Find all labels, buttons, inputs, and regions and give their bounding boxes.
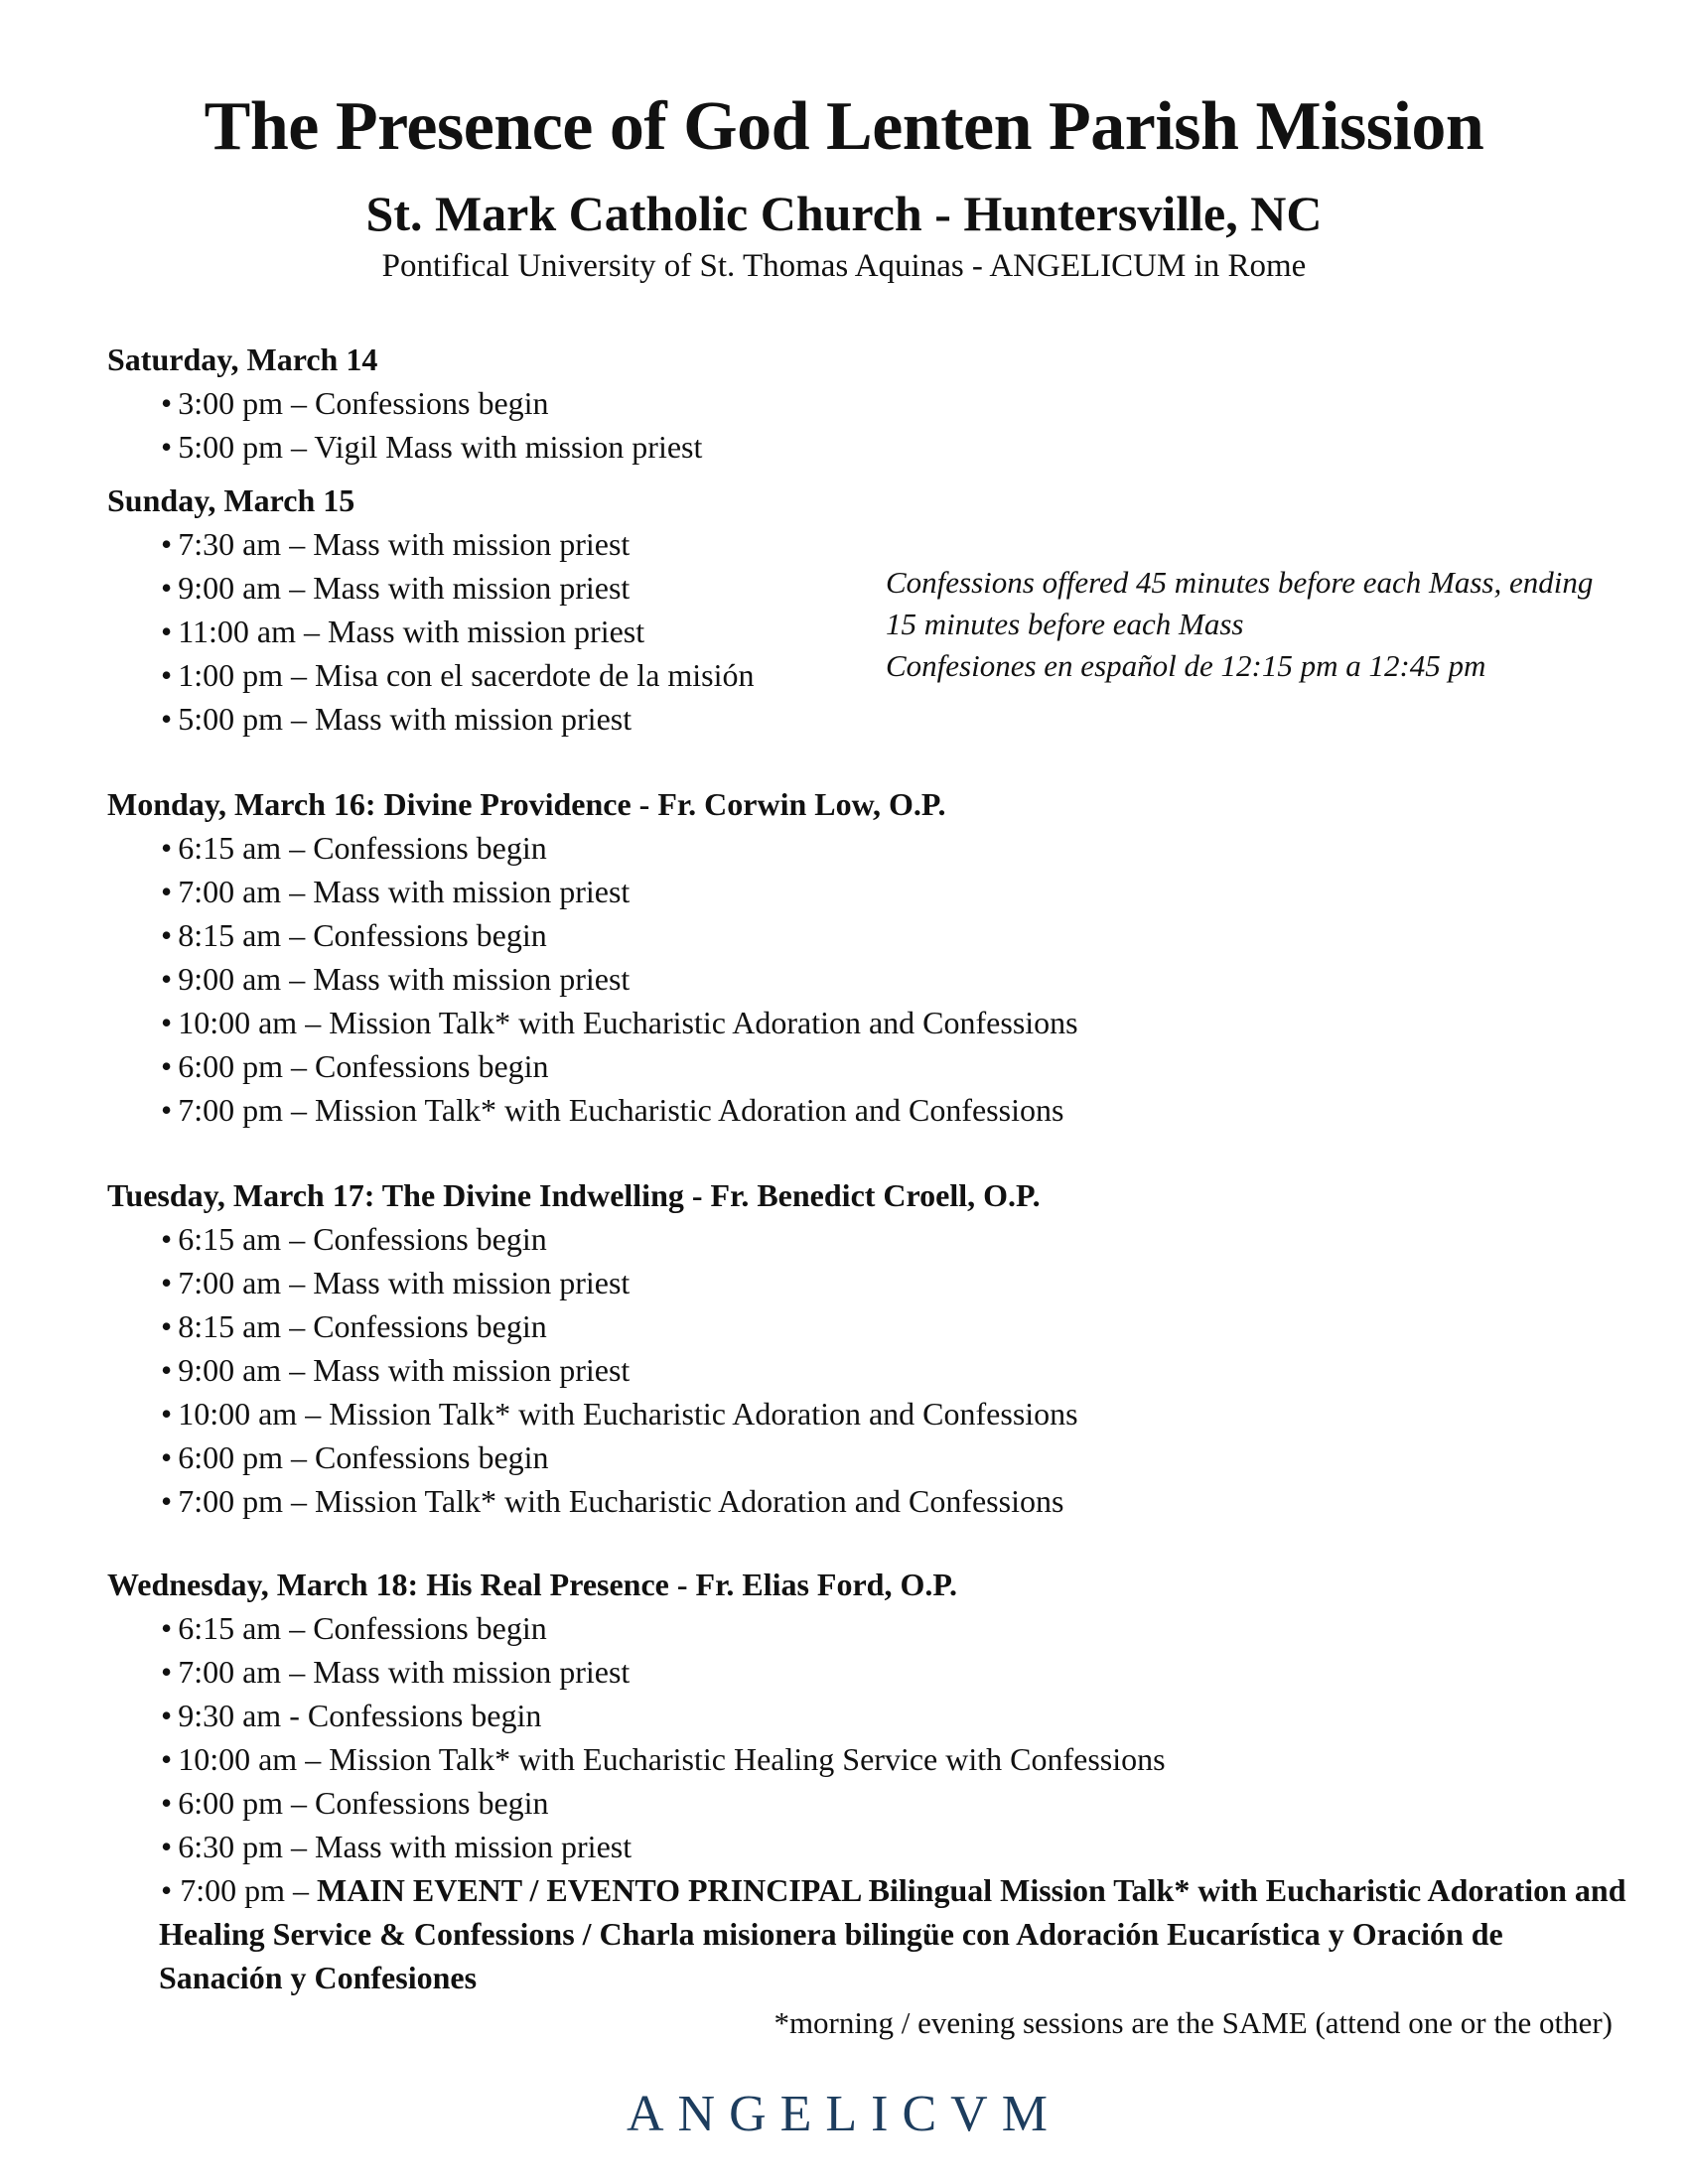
schedule-item-text: 1:00 pm – Misa con el sacerdote de la misión [178, 657, 755, 693]
schedule-item-text: 5:00 pm – Mass with mission priest [178, 701, 633, 737]
bullet-icon: • [161, 1829, 173, 1864]
bullet-icon: • [161, 1092, 173, 1128]
bullet-icon: • [161, 1048, 173, 1084]
schedule-item-text: 8:15 am – Confessions begin [178, 917, 547, 953]
bullet-icon: • [161, 385, 173, 421]
day-heading: Monday, March 16: Divine Providence - Fr. Corwin Low, O.P. [107, 786, 946, 822]
schedule-item [107, 1261, 1636, 1304]
bullet-icon: • [161, 429, 173, 465]
schedule-item [107, 381, 1636, 425]
schedule-item [107, 826, 1636, 870]
main-event-time: 7:00 pm – [180, 1872, 317, 1908]
schedule-item [107, 1435, 1636, 1479]
schedule-item-text: 7:00 pm – Mission Talk* with Eucharistic Adoration and Confessions [178, 1092, 1064, 1128]
bullet-icon: • [161, 1741, 173, 1777]
bullet-icon: • [161, 1439, 173, 1475]
main-event-item [159, 1868, 1628, 1999]
bullet-icon: • [161, 1005, 173, 1040]
bullet-icon: • [161, 1221, 173, 1257]
day-section [107, 1173, 1636, 1523]
bullet-icon: • [161, 1396, 173, 1432]
schedule-item-text: 10:00 am – Mission Talk* with Eucharistic Adoration and Confessions [178, 1396, 1078, 1432]
schedule-item-text: 9:00 am – Mass with mission priest [178, 570, 631, 606]
schedule-item-text: 8:15 am – Confessions begin [178, 1308, 547, 1344]
bullet-icon: • [161, 1872, 173, 1908]
bullet-icon: • [161, 614, 173, 649]
schedule-item-text: 6:15 am – Confessions begin [178, 1610, 547, 1646]
schedule-item [107, 1825, 1636, 1868]
day-heading: Wednesday, March 18: His Real Presence - Fr. Elias Ford, O.P. [107, 1567, 957, 1602]
affiliation: Pontifical University of St. Thomas Aquinas - ANGELICUM in Rome [381, 248, 1307, 284]
schedule-item [107, 697, 1636, 741]
day-section [107, 782, 1636, 1132]
day-heading: Saturday, March 14 [107, 341, 378, 377]
schedule-item [107, 1392, 1636, 1435]
schedule-item [107, 522, 1636, 566]
schedule-item [107, 1348, 1636, 1392]
bullet-icon: • [161, 1265, 173, 1300]
schedule-item-text: 10:00 am – Mission Talk* with Eucharistic Healing Service with Confessions [178, 1741, 1166, 1777]
bullet-icon: • [161, 570, 173, 606]
schedule-item [107, 957, 1636, 1001]
footnote: *morning / evening sessions are the SAME (attend one or the other) [774, 2005, 1613, 2040]
bullet-icon: • [161, 961, 173, 997]
schedule-item [107, 870, 1636, 913]
schedule-item-text: 6:15 am – Confessions begin [178, 830, 547, 866]
schedule-item [107, 425, 1636, 469]
bullet-icon: • [161, 526, 173, 562]
schedule-item-text: 9:00 am – Mass with mission priest [178, 1352, 631, 1388]
main-event-text: MAIN EVENT / EVENTO PRINCIPAL Bilingual Mission Talk* with Eucharistic Adoration and Healing Service & Confessions / Charla misionera bilingüe con Adoración Eucarística y Oración de Sanación y Confesiones [159, 1872, 1626, 1995]
schedule-item [107, 1694, 1636, 1737]
bullet-icon: • [161, 1483, 173, 1519]
bullet-icon: • [161, 1785, 173, 1821]
bullet-icon: • [161, 1610, 173, 1646]
schedule-item [107, 1044, 1636, 1088]
schedule-item-text: 6:30 pm – Mass with mission priest [178, 1829, 633, 1864]
day-section [107, 338, 1636, 469]
schedule-item-text: 7:00 am – Mass with mission priest [178, 874, 631, 909]
church-subtitle: St. Mark Catholic Church - Huntersville, NC [365, 186, 1323, 241]
schedule-item-text: 6:00 pm – Confessions begin [178, 1048, 549, 1084]
day-section [107, 1563, 1636, 1999]
bullet-icon: • [161, 830, 173, 866]
schedule-item-text: 7:00 am – Mass with mission priest [178, 1654, 631, 1690]
bullet-icon: • [161, 657, 173, 693]
schedule-item [107, 913, 1636, 957]
bullet-icon: • [161, 701, 173, 737]
schedule-item-text: 5:00 pm – Vigil Mass with mission priest [178, 429, 703, 465]
schedule-item [107, 1650, 1636, 1694]
day-heading: Sunday, March 15 [107, 482, 355, 518]
schedule-item [107, 1088, 1636, 1132]
schedule-item [107, 1217, 1636, 1261]
note-line: Confessions offered 45 minutes before each Mass, ending [886, 565, 1594, 600]
day-heading: Tuesday, March 17: The Divine Indwelling - Fr. Benedict Croell, O.P. [107, 1177, 1041, 1213]
bullet-icon: • [161, 1352, 173, 1388]
bullet-icon: • [161, 917, 173, 953]
schedule-item [107, 1781, 1636, 1825]
schedule-item [107, 1479, 1636, 1523]
schedule-item [107, 1304, 1636, 1348]
schedule-item [107, 1737, 1636, 1781]
schedule-item-text: 11:00 am – Mass with mission priest [178, 614, 645, 649]
schedule-item-text: 6:00 pm – Confessions begin [178, 1439, 549, 1475]
bullet-icon: • [161, 1654, 173, 1690]
note-line: Confesiones en español de 12:15 pm a 12:45 pm [886, 648, 1486, 683]
schedule-item-text: 7:00 am – Mass with mission priest [178, 1265, 631, 1300]
schedule-item-text: 6:00 pm – Confessions begin [178, 1785, 549, 1821]
bullet-icon: • [161, 1698, 173, 1733]
schedule-item-text: 6:15 am – Confessions begin [178, 1221, 547, 1257]
schedule-item-text: 9:00 am – Mass with mission priest [178, 961, 631, 997]
bullet-icon: • [161, 874, 173, 909]
angelicum-logo: ANGELICVM [627, 2086, 1061, 2142]
schedule-item-text: 9:30 am - Confessions begin [178, 1698, 542, 1733]
schedule-item-text: 7:30 am – Mass with mission priest [178, 526, 631, 562]
page-title: The Presence of God Lenten Parish Mission [204, 88, 1484, 165]
schedule-item-text: 3:00 pm – Confessions begin [178, 385, 549, 421]
note-line: 15 minutes before each Mass [886, 607, 1244, 641]
schedule-item [107, 1606, 1636, 1650]
schedule-item-text: 7:00 pm – Mission Talk* with Eucharistic Adoration and Confessions [178, 1483, 1064, 1519]
schedule-item [107, 1001, 1636, 1044]
bullet-icon: • [161, 1308, 173, 1344]
schedule-item-text: 10:00 am – Mission Talk* with Eucharistic Adoration and Confessions [178, 1005, 1078, 1040]
sunday-confession-note [886, 562, 1593, 687]
